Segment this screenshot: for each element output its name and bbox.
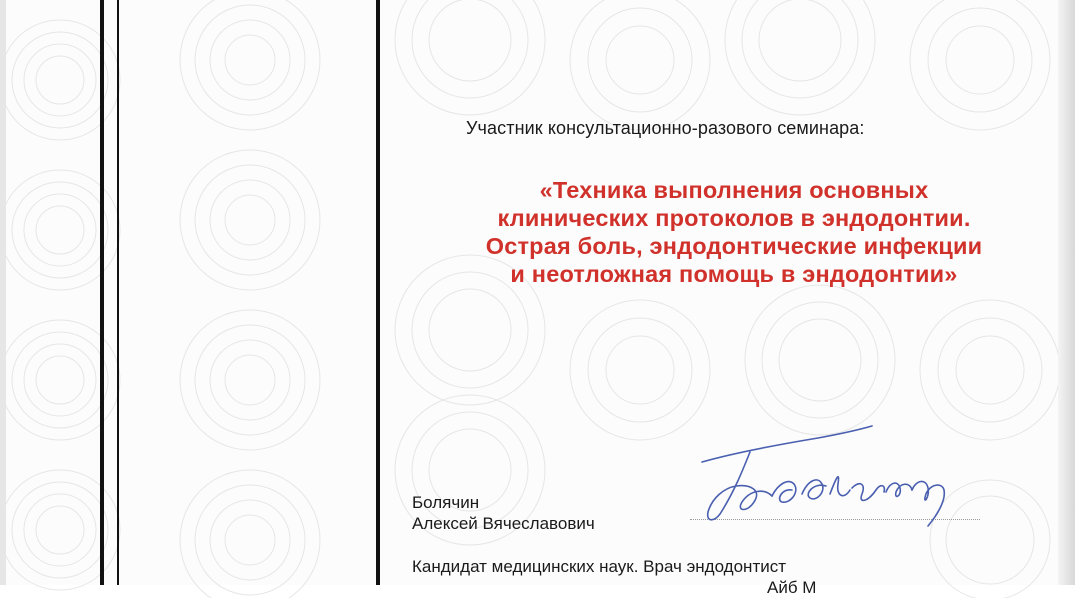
page-left-edge-shade [0, 0, 6, 585]
handwritten-signature [690, 418, 980, 533]
page-right-edge-shade [1058, 0, 1075, 585]
seminar-title-line-4: и неотложная помощь в эндодонтии» [510, 261, 958, 287]
participant-line: Участник консультационно-разового семинара: [466, 118, 865, 138]
seminar-title [408, 176, 1060, 288]
signer-credentials-partial: Айб М [767, 578, 817, 597]
border-rule-left-outer [100, 0, 104, 585]
border-rule-left-inner [117, 0, 119, 585]
seminar-title-line-3: Острая боль, эндодонтические инфекции [485, 233, 983, 259]
signer-surname: Болячин [412, 493, 480, 512]
signer-name [412, 492, 595, 534]
seminar-title-line-2: клинических протоколов в эндодонтии. [497, 205, 971, 231]
border-rule-center [376, 0, 380, 585]
signer-given-names: Алексей Вячеславович [412, 514, 595, 533]
signer-credentials: Кандидат медицинских наук. Врач эндодонтист [412, 557, 787, 576]
seminar-title-line-1: «Техника выполнения основных [539, 177, 929, 203]
